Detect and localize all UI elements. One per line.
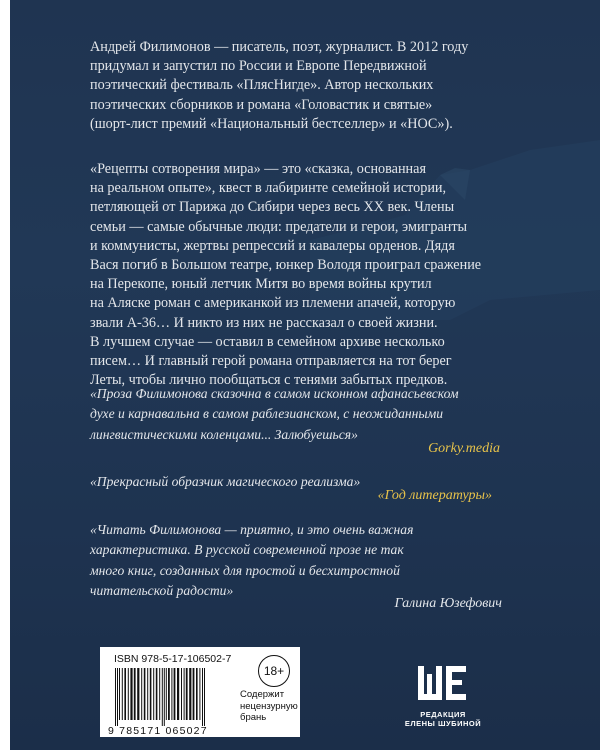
barcode-bar xyxy=(166,668,167,720)
warning-line: нецензурную xyxy=(240,700,298,712)
bio-line: (шорт-лист премий «Национальный бестселлер» и «НОС»). xyxy=(90,115,453,132)
description-line: семьи — самые обычные люди: предатели и герои, эмигранты xyxy=(90,218,468,235)
barcode-bar xyxy=(193,668,195,720)
barcode-bar xyxy=(141,668,142,720)
barcode-bar xyxy=(189,668,191,720)
isbn-label: ISBN 978-5-17-106502-7 xyxy=(114,653,232,665)
review-quote-gorky xyxy=(90,384,510,445)
description-line: петляющей от Парижа до Сибири через весь XX век. Члены xyxy=(90,199,455,216)
warning-line: Содержит xyxy=(240,689,285,700)
barcode-bar xyxy=(130,668,132,720)
book-description xyxy=(90,160,490,390)
bio-line: придумал и запустил по России и Европе Передвижной xyxy=(90,58,427,75)
description-line: на реальном опыте», квест в лабиринте семейной истории, xyxy=(90,180,447,197)
barcode-bar xyxy=(137,668,139,720)
barcode-bar xyxy=(128,668,129,720)
barcode-bar xyxy=(124,668,126,720)
quote-line: «Прекрасный образчик магического реализма» xyxy=(90,474,361,489)
description-line: звали А-36… И никто из них не рассказал о своей жизни. xyxy=(90,314,438,331)
warning-line: брань xyxy=(240,712,267,723)
quote-line: «Проза Филимонова сказочна в самом исконном афанасьевском xyxy=(90,386,459,401)
bio-line: поэтический фестиваль «ПлясНигде». Автор нескольких xyxy=(90,77,434,94)
description-line: писем… И главный герой романа отправляется на тот берег xyxy=(90,353,452,370)
barcode-digits: 9 785171 065027 xyxy=(108,725,208,737)
quote-line: духе и карнавальна в самом раблезианском, с неожиданными xyxy=(90,406,444,422)
barcode-bar xyxy=(171,668,172,720)
description-line: Вася погиб в Большом театре, юнкер Володя проиграл сражение xyxy=(90,257,482,274)
barcode-bar xyxy=(186,668,188,720)
barcode-bar xyxy=(177,668,179,720)
barcode-bar xyxy=(117,668,118,726)
age-rating-badge: 18+ xyxy=(258,655,290,687)
quote-source-yuzefovich: Галина Юзефович xyxy=(394,596,502,611)
quote-line: много книг, созданных для простой и бесхитростной xyxy=(90,562,400,578)
bio-line: поэтических сборников и романа «Головастик и святые» xyxy=(90,96,433,113)
barcode-bar xyxy=(202,668,203,726)
quote-line: читательской радости» xyxy=(90,583,234,599)
quote-source-god-literatury: «Год литературы» xyxy=(377,488,492,503)
barcode-bar xyxy=(134,668,136,720)
barcode-panel xyxy=(100,647,300,737)
profanity-warning xyxy=(240,689,300,724)
barcode-bar xyxy=(181,668,182,720)
barcode-bar xyxy=(115,668,116,726)
barcode-bar xyxy=(162,668,163,726)
quote-line: лингвистическими коленцами... Залюбуешься» xyxy=(90,426,358,442)
barcode-bar xyxy=(119,668,120,720)
barcode-bar xyxy=(150,668,152,720)
barcode-icon xyxy=(114,668,234,726)
quote-line: характеристика. В русской современной прозе не так xyxy=(90,542,404,558)
description-line: Леты, чтобы лично пообщаться с тенями забытых предков. xyxy=(90,372,448,389)
barcode-bar xyxy=(196,668,198,720)
bio-line: Андрей Филимонов — писатель, поэт, журналист. В 2012 году xyxy=(90,39,469,55)
barcode-bar xyxy=(184,668,185,720)
barcode-bar xyxy=(144,668,146,720)
barcode-bar xyxy=(159,668,160,720)
book-back-cover xyxy=(10,0,600,750)
barcode-bar xyxy=(164,668,165,726)
barcode-bar xyxy=(147,668,148,720)
ye-monogram-icon xyxy=(416,664,468,704)
description-line: В лучшем случае — оставил в семейном архиве несколько xyxy=(90,333,445,350)
publisher-line-2: ЕЛЕНЫ ШУБИНОЙ xyxy=(404,719,482,728)
quote-source-gorky: Gorky.media xyxy=(428,441,500,456)
barcode-bar xyxy=(122,668,123,720)
barcode-bar xyxy=(168,668,170,720)
barcode-bar xyxy=(174,668,176,720)
description-line: на Перекопе, юный летчик Митя во время войны крутил xyxy=(90,276,432,293)
author-bio xyxy=(90,38,490,134)
barcode-bar xyxy=(199,668,200,720)
publisher-line-1: РЕДАКЦИЯ xyxy=(420,710,466,719)
description-line: на Аляске роман с американкой из племени апачей, которую xyxy=(90,295,456,312)
review-quote-yuzefovich xyxy=(90,520,510,602)
description-line: и коммунисты, жертвы репрессий и кавалеры орденов. Дядя xyxy=(90,237,455,254)
barcode-bar xyxy=(156,668,158,720)
barcode-bar xyxy=(204,668,205,726)
quote-line: «Читать Филимонова — приятно, и это очень важная xyxy=(90,522,414,537)
barcode-bar xyxy=(153,668,154,720)
description-line: «Рецепты сотворения мира» — это «сказка, основанная xyxy=(90,161,426,177)
